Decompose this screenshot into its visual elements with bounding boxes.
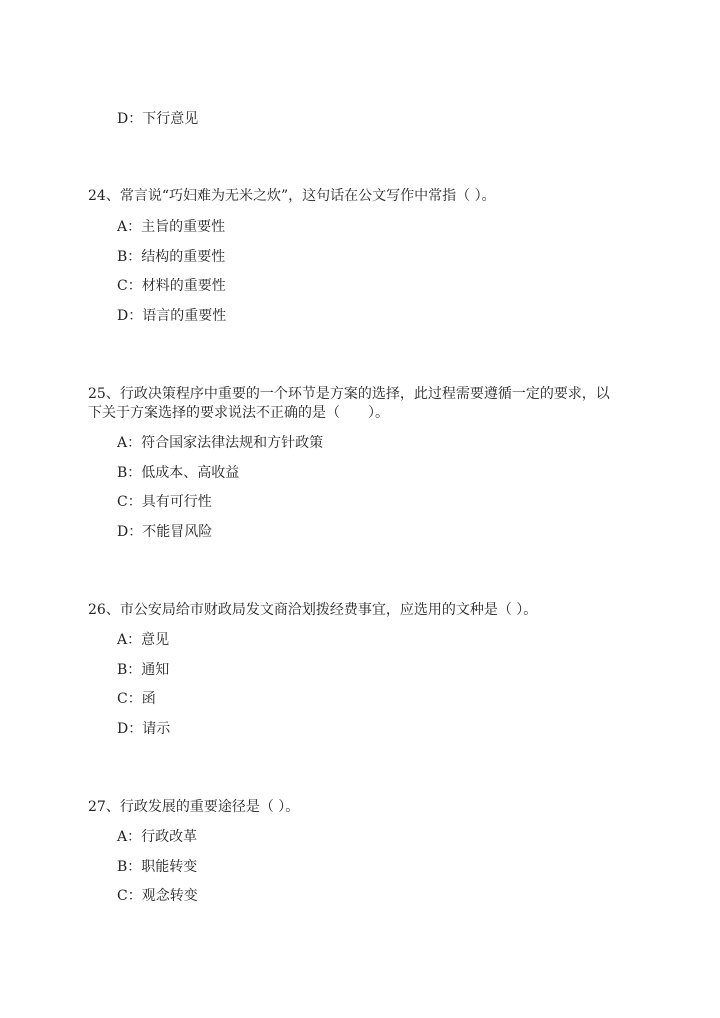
q25-option-d: D：不能冒风险 [117, 524, 213, 540]
q26-option-d: D：请示 [117, 721, 171, 737]
q24-option-a: A：主旨的重要性 [117, 219, 226, 235]
q24-option-c: C：材料的重要性 [117, 278, 226, 294]
q24-question: 24、常言说“巧妇难为无米之炊”，这句话在公文写作中常指（ ）。 [88, 188, 496, 204]
q25-option-b: B：低成本、高收益 [117, 465, 240, 481]
q26-option-c: C：函 [117, 691, 156, 707]
q26-option-b: B：通知 [117, 662, 170, 678]
q27-option-b: B：职能转变 [117, 859, 198, 875]
q27-option-c: C：观念转变 [117, 888, 198, 904]
q26-option-a: A：意见 [117, 632, 170, 648]
q25-option-c: C：具有可行性 [117, 494, 212, 510]
q25-option-a: A：符合国家法律法规和方针政策 [117, 435, 324, 451]
q25-question-line1: 25、行政决策程序中重要的一个环节是方案的选择，此过程需要遵循一定的要求，以 [88, 386, 610, 402]
q27-question: 27、行政发展的重要途径是（ ）。 [88, 799, 300, 815]
q27-option-a: A：行政改革 [117, 829, 198, 845]
q26-question: 26、市公安局给市财政局发文商洽划拨经费事宜，应选用的文种是（ ）。 [88, 602, 538, 618]
q24-option-d: D：语言的重要性 [117, 308, 227, 324]
q23-option-d: D：下行意见 [117, 111, 199, 127]
q24-option-b: B：结构的重要性 [117, 249, 226, 265]
q25-question-line2: 下关于方案选择的要求说法不正确的是（ ）。 [88, 405, 389, 421]
